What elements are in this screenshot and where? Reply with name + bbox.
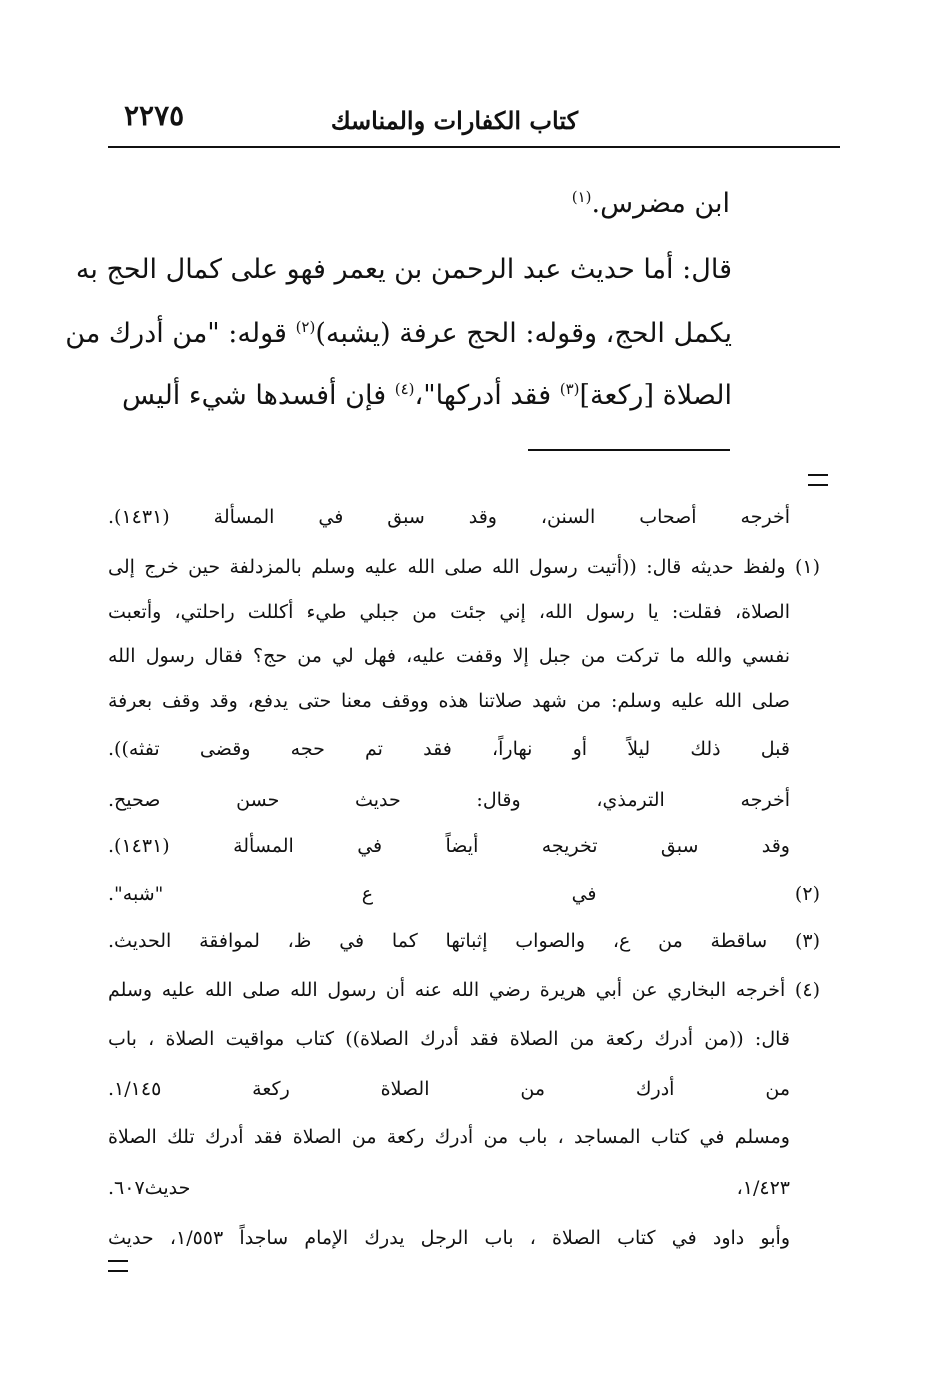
footnote-1-line-3: نفسي والله ما تركت من جبل إلا وقفت عليه، فهل لي من حج؟ فقال رسول الله <box>108 645 790 667</box>
main-text-fragment: يكمل الحج، وقوله: الحج عرفة (يشبه) <box>315 318 732 349</box>
main-text-line-4 <box>122 380 732 411</box>
footnote-3: (٣) ساقطة من ع، والصواب إثباتها كما في ظ، لموافقة الحديث. <box>108 930 820 952</box>
footnote-4-line-1: (٤) أخرجه البخاري عن أبي هريرة رضي الله عنه أن رسول الله صلى الله عليه وسلم <box>108 979 820 1001</box>
page-number: ٢٢٧٥ <box>124 99 185 132</box>
main-text-fragment: الصلاة [ركعة] <box>579 380 733 411</box>
footnote-1-line-2: الصلاة، فقلت: يا رسول الله، إني جئت من جبلي طيء أكللت راحلتي، وأتعبت <box>108 601 790 623</box>
main-text-line-3 <box>65 318 732 349</box>
continuation-mark-top <box>808 474 828 486</box>
footnote-ref-2: (٢) <box>295 318 316 336</box>
footnote-ref-1: (١) <box>571 188 592 206</box>
main-text-fragment: ابن مضرس. <box>591 188 730 219</box>
footnote-ref-3: (٣) <box>559 380 580 398</box>
footnote-1-line-4: صلى الله عليه وسلم: من شهد صلاتنا هذه ووقف معنا حتى يدفع، وقد وقف بعرفة <box>108 690 790 712</box>
footnote-separator <box>528 449 730 451</box>
footnote-1-line-1: (١) ولفظ حديثه قال: ((أتيت رسول الله صلى الله عليه وسلم بالمزدلفة حين خرج إلى <box>108 556 820 578</box>
footnote-carryover: أخرجه أصحاب السنن، وقد سبق في المسألة (١٤٣١). <box>108 506 790 528</box>
main-text-fragment: فقد أدركها"، <box>414 380 560 411</box>
main-text-line-1 <box>110 188 730 219</box>
footnote-1-line-6: أخرجه الترمذي، وقال: حديث حسن صحيح. <box>108 789 790 811</box>
footnote-4-line-2: قال: ((من أدرك ركعة من الصلاة فقد أدرك الصلاة)) كتاب مواقيت الصلاة ، باب <box>108 1028 790 1050</box>
footnote-4-line-6: وأبو داود في كتاب الصلاة ، باب الرجل يدرك الإمام ساجداً ١/٥٥٣، حديث <box>108 1227 790 1249</box>
main-text-line-2: قال: أما حديث عبد الرحمن بن يعمر فهو على كمال الحج به <box>75 254 732 285</box>
main-text-fragment: قوله: "من أدرك من <box>65 318 296 349</box>
footnote-1-line-7: وقد سبق تخريجه أيضاً في المسألة (١٤٣١). <box>108 835 790 857</box>
footnote-4-line-5: ١/٤٢٣، حديث٦٠٧. <box>108 1177 790 1199</box>
main-text-fragment: فإن أفسدها شيء أليس <box>122 380 395 411</box>
header-rule <box>108 146 840 148</box>
footnote-2: (٢) في ع "شبه". <box>108 883 820 905</box>
continuation-mark-bottom <box>108 1260 128 1272</box>
footnote-4-line-3: من أدرك من الصلاة ركعة ١/١٤٥. <box>108 1078 790 1100</box>
footnote-4-line-4: ومسلم في كتاب المساجد ، باب من أدرك ركعة من الصلاة فقد أدرك تلك الصلاة <box>108 1126 790 1148</box>
running-header-title: كتاب الكفارات والمناسك <box>330 106 578 135</box>
footnote-1-line-5: قبل ذلك ليلاً أو نهاراً، فقد تم حجه وقضى تفثه)). <box>108 738 790 760</box>
footnote-ref-4: (٤) <box>394 380 415 398</box>
